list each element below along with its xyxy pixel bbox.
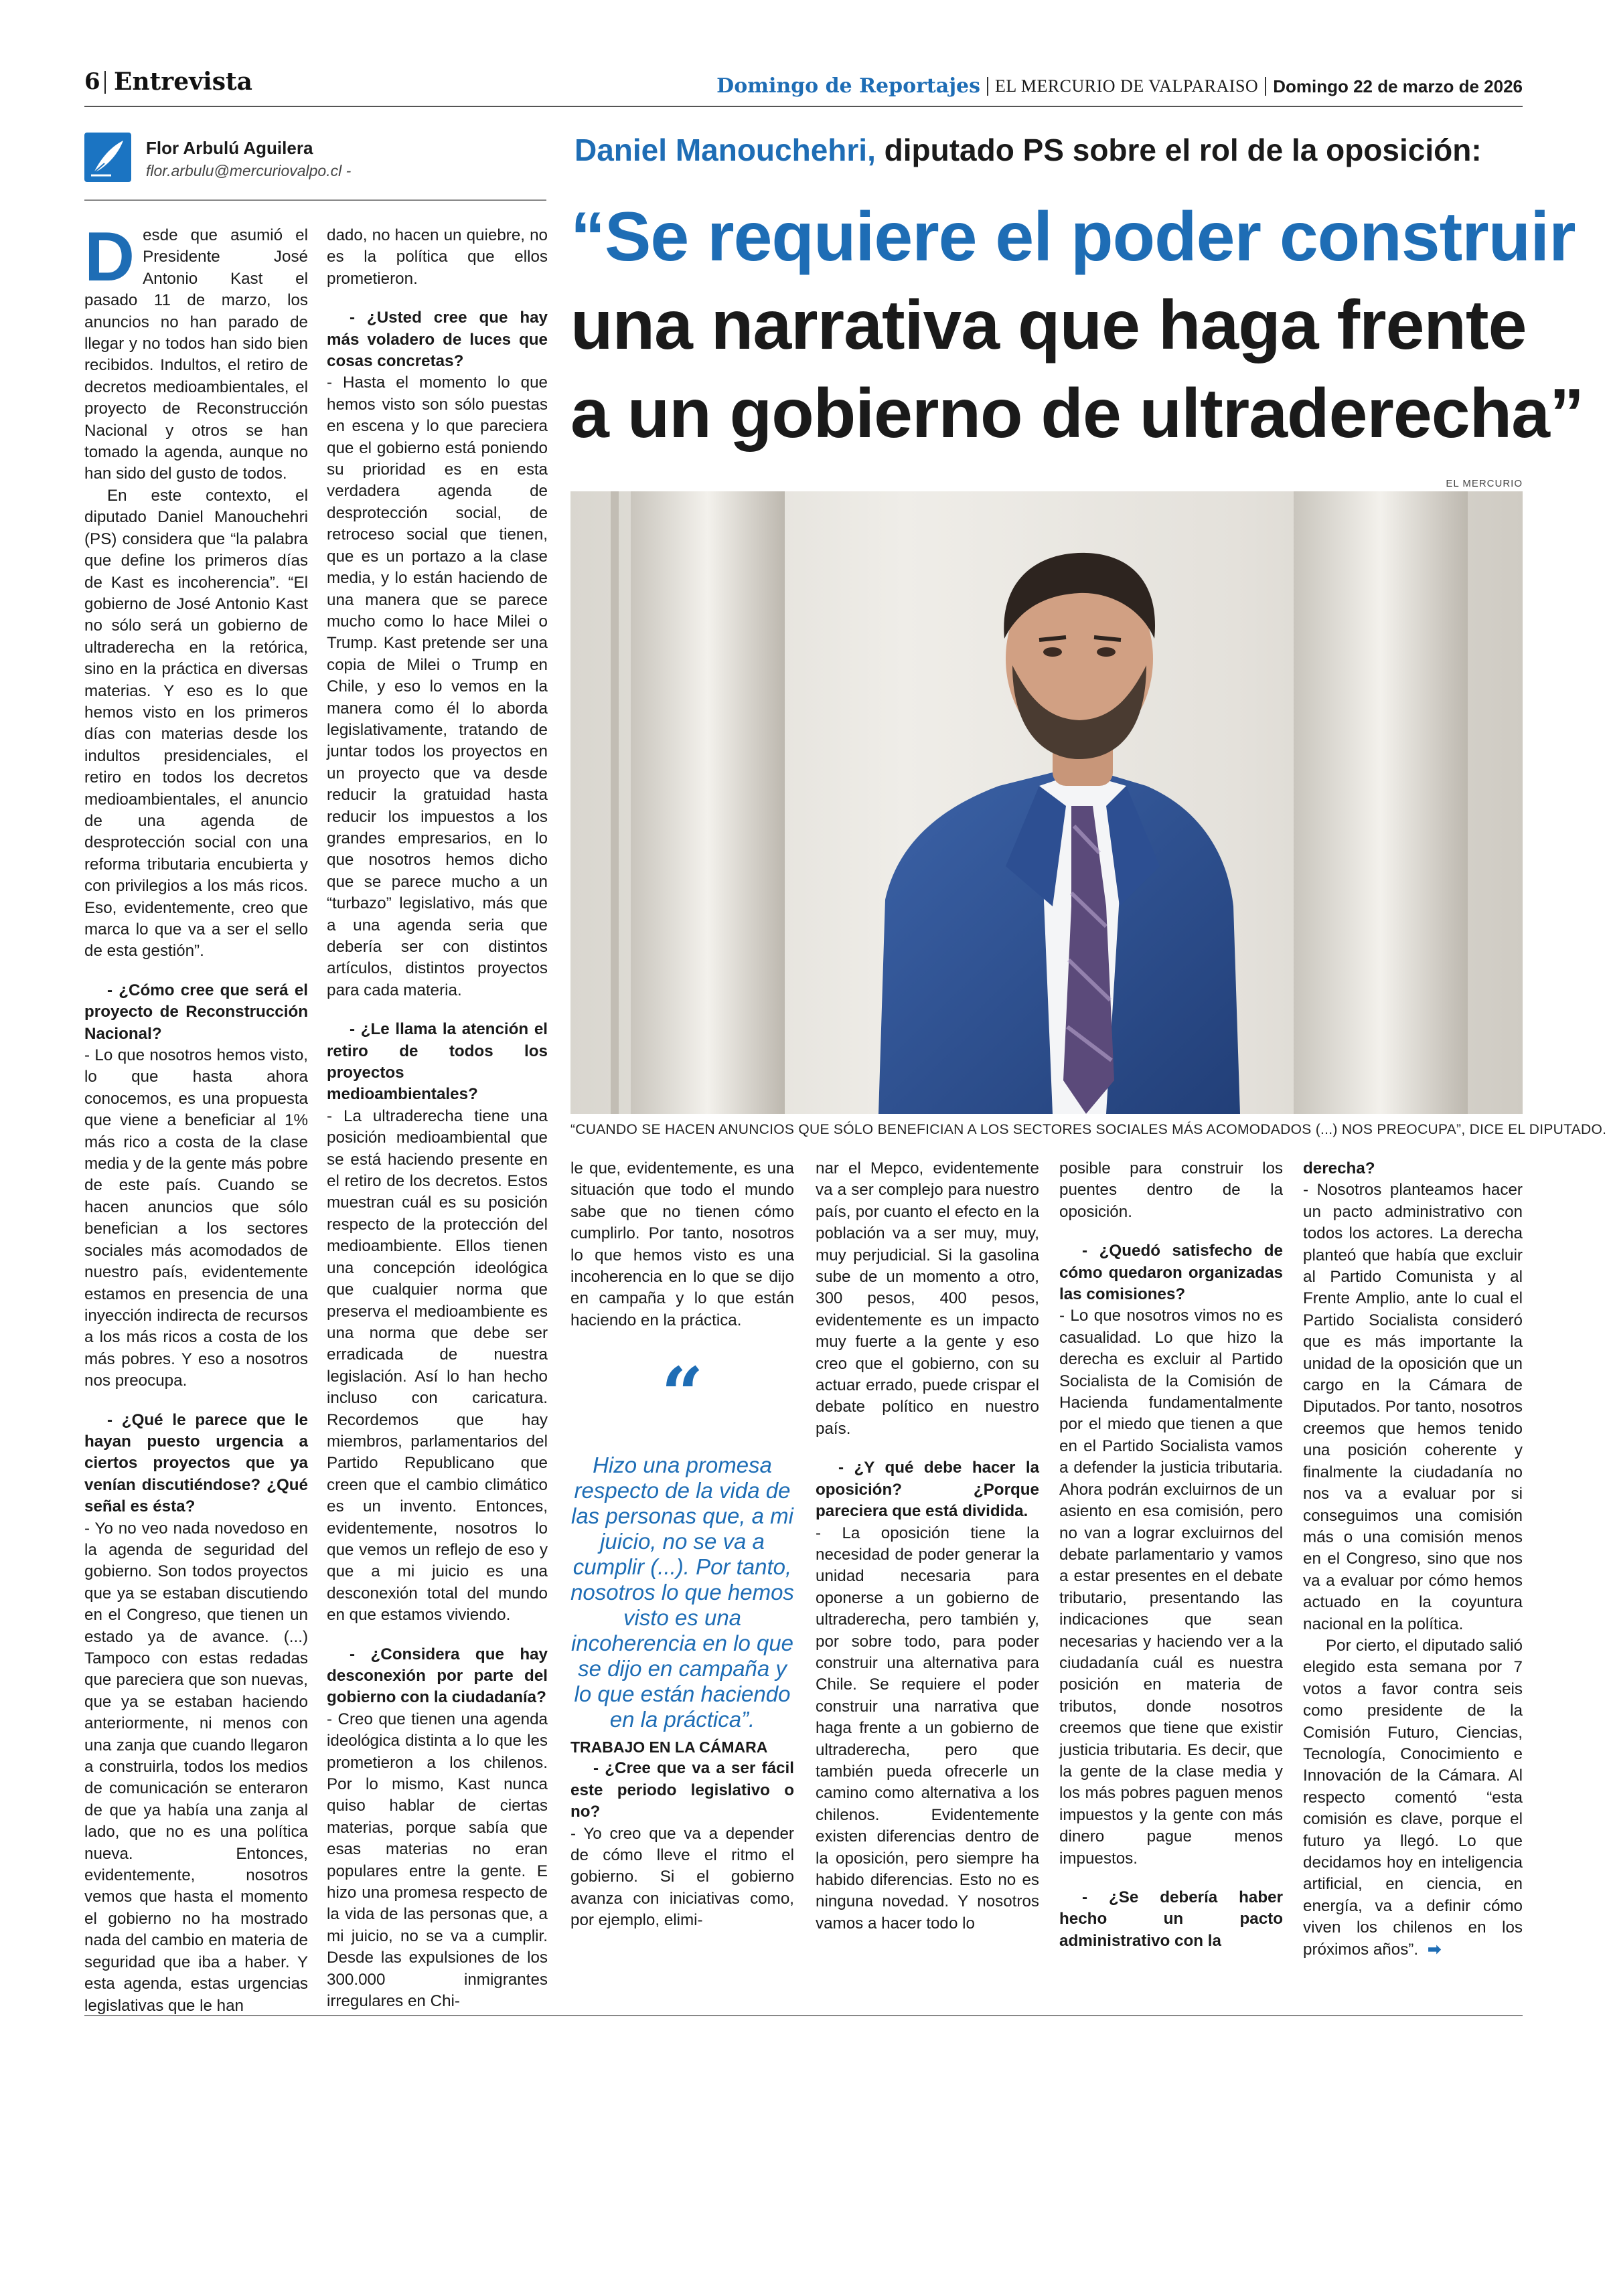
interview-answer: - Yo no veo nada novedoso en la agenda de seguridad del gobierno. Son todos proyectos que ya se estaban discutiendo en el Congreso, que tienen un estado ya de avance. (...) Tampoco con estas redadas que pareciera que son nuevas, que ya se estaban haciendo anteriormente, ni menos con una zanja que cuando llegaron a construirla, todos los medios de comunicación se enteraron de que ya había una zanja al lado, que no es una política nueva. Entonces, evidentemente, nosotros vemos que hasta el momento el gobierno no ha mostrado nada del cambio en materia de seguridad que iba a haber. Y esta agenda, estas urgencias legislativas que le han bbox=[84, 1519, 308, 2015]
interview-question: - ¿Se debería haber hecho un pacto administrativo con la bbox=[1059, 1888, 1283, 1950]
section-subhead: TRABAJO EN LA CÁMARA bbox=[570, 1738, 768, 1756]
article-column-4 bbox=[816, 1158, 1039, 1935]
closing-text: Por cierto, el diputado salió elegido esta semana por 7 votos a favor contra seis como presidente de la Comisión Futuro, Ciencias, Tecnología, Conocimiento e Innovación de la Cámara. Al respecto comentó “esta comisión es clave, porque el futuro ya llegó. Lo que decidamos hoy en inteligencia artificial, en ciencia, en energía, va a definir cómo viven los chilenos en los próximos años”. bbox=[1303, 1636, 1523, 1959]
photo-caption: “CUANDO SE HACEN ANUNCIOS QUE SÓLO BENEFICIAN A LOS SECTORES SOCIALES MÁS ACOMODADOS (...) NOS PREOCUPA”, DICE EL DIPUTADO. bbox=[570, 1122, 1607, 1137]
interview-question: - ¿Qué le parece que le hayan puesto urgencia a ciertos proyectos que ya venían discutiéndose? ¿Qué señal es ésta? bbox=[84, 1410, 308, 1516]
body-paragraph: posible para construir los puentes dentro de la oposición. bbox=[1059, 1159, 1283, 1221]
kicker-name: Daniel Manouchehri, bbox=[575, 133, 876, 167]
headline-line-1: “Se requiere el poder construir bbox=[570, 198, 1576, 276]
kicker bbox=[575, 129, 1482, 171]
header-rule bbox=[84, 106, 1523, 107]
footer-rule bbox=[84, 2015, 1523, 2016]
interview-answer: - Creo que tienen una agenda ideológica distinta a lo que les prometieron a los chilenos. Por lo mismo, Kast nunca quiso hablar de ciertas materias, porque sabía que esas materias no eran populares entre la gente. E hizo una promesa respecto de la vida de las personas que, a mi juicio, no se va a cumplir. Desde las expulsiones de los 300.000 inmigrantes irregulares en Chi- bbox=[327, 1710, 548, 2011]
header-divider bbox=[104, 71, 106, 94]
issue-date: Domingo 22 de marzo de 2026 bbox=[1273, 76, 1523, 96]
drop-cap: D bbox=[84, 218, 135, 296]
interview-answer: - Lo que nosotros hemos visto, lo que hasta ahora conocemos, es una propuesta que viene a beneficiar al 1% más rico a costa de la clase media y de la gente más pobre de este país. Cuando se hacen anuncios que sólo benefician a los sectores sociales más acomodados de nuestro país, evidentemente estamos en presencia de una inyección indirecta de recursos a los más ricos a costa de los más pobres. Y eso a nosotros nos preocupa. bbox=[84, 1046, 308, 1390]
section-title: Entrevista bbox=[114, 68, 252, 96]
article-column-3 bbox=[570, 1158, 794, 1331]
header-right bbox=[716, 72, 1523, 100]
interview-question: - ¿Cómo cree que será el proyecto de Reconstrucción Nacional? bbox=[84, 981, 308, 1043]
interview-answer: - La oposición tiene la necesidad de poder generar la unidad necesaria para oponerse a un gobierno de ultraderecha, pero también y, por sobre todo, para poder construir una alternativa para Chile. Se requiere el poder construir una narrativa que haga frente a un gobierno de ultraderecha, pero que también pueda ofrecerle un camino como alternativa a los chilenos. Evidentemente existen diferencias dentro de la oposición, pero siempre ha habido diferencias. Esto no es ninguna novedad. Y nosotros vamos a hacer todo lo bbox=[816, 1524, 1039, 1933]
interview-answer: - Lo que nosotros vimos no es casualidad. Lo que hizo la derecha es excluir al Partido Socialista de la Comisión de Hacienda fundamentalmente por el miedo que tienen a que en el Partido Socialista vamos a defender la justicia tributaria. Ahora podrán excluirnos de un asiento en esa comisión, pero no van a lograr excluirnos del debate parlamentario y vamos a estar presentes en el debate tributario, presentando las indicaciones que sean necesarias y haciendo ver a la ciudadanía cuál es nuestra posición en materia de tributos, donde nosotros creemos que tiene que existir justicia tributaria. Es decir, que la gente de la clase media y los más pobres paguen menos impuestos y la gente con más dinero pague menos impuestos. bbox=[1059, 1307, 1283, 1868]
interview-answer: - La ultraderecha tiene una posición medioambiental que se está haciendo presente en el retiro de los decretos. Estos muestran cuál es su posición respecto de la protección del medioambiente. Ellos tienen una concepción ideológica que cualquier norma que preserva el medioambiente es una norma que debe ser erradicada de nuestra legislación. Así lo han hecho incluso con caricatura. Recordemos que hay miembros, parlamentarios del Partido Republicano que creen que el cambio climático es un invento. Entonces, evidentemente, nosotros lo que vemos un reflejo de eso y que a mi juicio es una desconexión total del mundo en que estamos viviendo. bbox=[327, 1106, 548, 1625]
page-header bbox=[84, 64, 1523, 104]
interview-answer: - Nosotros planteamos hacer un pacto administrativo con todos los actores. La derecha planteó que había que excluir al Partido Comunista y al Frente Amplio, ante lo cual el Partido Socialista consideró que es más importante la unidad de la oposición que un cargo en la Cámara de Diputados. Por tanto, nosotros creemos que hemos tenido una posición coherente y finalmente la ciudadanía no nos va a evaluar por si conseguimos una comisión más o una comisión menos en el Congreso, sino que nos va a evaluar por cómo hemos actuado en la coyuntura nacional en la política. bbox=[1303, 1181, 1523, 1633]
newspaper-name: EL MERCURIO DE VALPARAISO bbox=[995, 76, 1259, 96]
article-column-5 bbox=[1059, 1158, 1283, 1952]
header-divider bbox=[1265, 77, 1266, 96]
closing-paragraph bbox=[1303, 1635, 1523, 1961]
portrait-illustration bbox=[570, 491, 1523, 1114]
pull-quote-text: Hizo una promesa respecto de la vida de las personas que, a mi juicio, no se va a cumplir (...). Por tanto, nosotros lo que hemos visto es una incoherencia en lo que se dijo en campaña y lo que están haciendo en la práctica”. bbox=[570, 1453, 794, 1732]
body-paragraph: En este contexto, el diputado Daniel Manouchehri (PS) considera que “la palabra que define los primeros días de Kast es incoherencia”. “El gobierno de José Antonio Kast no sólo será un gobierno de ultraderecha en la retórica, sino en la práctica en diversas materias. Y eso es lo que hemos visto en los primeros días con materias desde los indultos presidenciales, el retiro en todos los decretos medioambientales, el anuncio de una agenda de desprotección social con una reforma tributaria encubierta y con privilegios a los más ricos. Eso, evidentemente, creo que marca lo que va a ser el sello de esta gestión”. bbox=[84, 486, 308, 961]
kicker-role: diputado PS sobre el rol de la oposición: bbox=[884, 133, 1482, 167]
quote-mark-icon: “ bbox=[661, 1351, 704, 1437]
continue-arrow-icon: ➡ bbox=[1428, 1940, 1442, 1959]
lead-text: esde que asumió el Presidente José Antonio Kast el pasado 11 de marzo, los anuncios no han parado de llegar y no todos han sido bien recibidos. Indultos, el retiro de decretos medioambientales, el proyecto de Reconstrucción Nacional y otros se han tomado la agenda, aunque no han sido del gusto de todos. bbox=[84, 226, 308, 483]
interview-question: - ¿Le llama la atención el retiro de todos los proyectos medioambientales? bbox=[327, 1020, 548, 1104]
photo-credit: EL MERCURIO bbox=[1446, 478, 1523, 489]
supplement-name: Domingo de Reportajes bbox=[716, 74, 981, 98]
interview-question: - ¿Usted cree que hay más voladero de luces que cosas concretas? bbox=[327, 309, 548, 371]
author-email[interactable]: flor.arbulu@mercuriovalpo.cl - bbox=[146, 162, 352, 179]
lead-paragraph bbox=[84, 218, 308, 485]
article-column-3-lower bbox=[570, 1736, 794, 1932]
body-paragraph: nar el Mepco, evidentemente va a ser complejo para nuestro país, por cuanto el efecto en la población va a ser muy, muy, muy perjudicial. Si la gasolina sube de un momento a otro, 300 pesos, 400 pesos, evidentemente es un impacto muy fuerte a la gente y eso creo que el gobierno, con su actuar errado, puede crispar el debate político en nuestro país. bbox=[816, 1159, 1039, 1438]
pull-quote bbox=[570, 1351, 794, 1732]
byline bbox=[84, 133, 546, 189]
interview-question: - ¿Cree que va a ser fácil este periodo legislativo o no? bbox=[570, 1759, 794, 1821]
interview-question: - ¿Considera que hay desconexión por parte del gobierno con la ciudadanía? bbox=[327, 1645, 548, 1707]
article-column-1 bbox=[84, 218, 308, 2017]
portrait-photo bbox=[570, 491, 1523, 1114]
article-column-6 bbox=[1303, 1158, 1523, 1961]
body-paragraph: dado, no hacen un quiebre, no es la política que ellos prometieron. bbox=[327, 226, 548, 288]
page-number: 6 bbox=[84, 68, 100, 95]
interview-answer: - Yo creo que va a depender de cómo lleve el ritmo el gobierno. Si el gobierno avanza con iniciativas como, por ejemplo, elimi- bbox=[570, 1824, 794, 1930]
byline-rule bbox=[84, 199, 546, 201]
interview-question: derecha? bbox=[1303, 1159, 1375, 1177]
headline bbox=[570, 193, 1584, 458]
quill-icon bbox=[84, 133, 131, 182]
interview-question: - ¿Quedó satisfecho de cómo quedaron organizadas las comisiones? bbox=[1059, 1242, 1283, 1304]
author-name: Flor Arbulú Aguilera bbox=[146, 138, 313, 158]
interview-answer: - Hasta el momento lo que hemos visto son sólo puestas en escena y lo que pareciera que el gobierno está poniendo su prioridad es en esta verdadera agenda de desprotección social, de retroceso social que tienen, que es un portazo a la clase media, y lo están haciendo de una manera que se parece mucho como lo hace Milei o Trump. Kast pretende ser una copia de Milei o Trump en Chile, y eso lo vemos en la manera como él lo aborda legislativamente, tratando de juntar todos los proyectos en un proyecto que va desde reducir la gratuidad hasta reducir los impuestos a los grandes empresarios, en lo que nosotros hemos dicho que se parece mucho a un “turbazo” legislativo, más que a una agenda seria que debería ser con distintos artículos, distintos proyectos para cada materia. bbox=[327, 374, 548, 999]
headline-line-2: una narrativa que haga frente bbox=[570, 286, 1527, 364]
interview-question: - ¿Y qué debe hacer la oposición? ¿Porque pareciera que está dividida. bbox=[816, 1459, 1039, 1521]
headline-line-3: a un gobierno de ultraderecha” bbox=[570, 375, 1584, 453]
article-column-2 bbox=[327, 225, 548, 2013]
header-divider bbox=[987, 77, 988, 96]
body-paragraph: le que, evidentemente, es una situación que todo el mundo sabe que no tienen cómo cumplirlo. Por tanto, nosotros lo que hemos visto es una incoherencia en lo que se dijo en campaña y lo que están haciendo en la práctica. bbox=[570, 1159, 794, 1329]
